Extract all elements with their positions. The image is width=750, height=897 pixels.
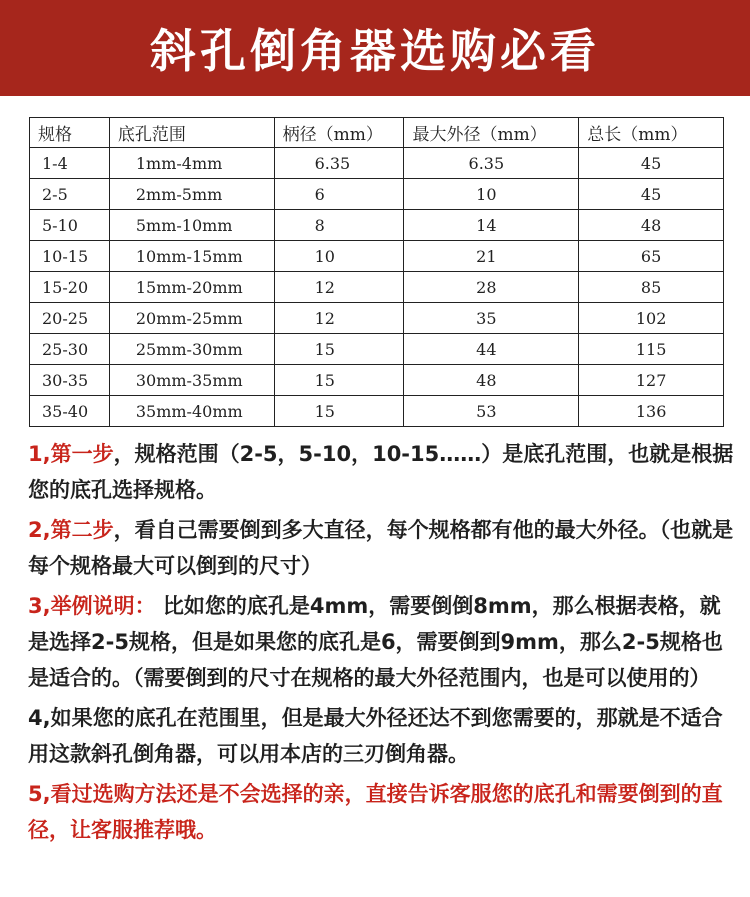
cell-hole-range: 30mm-35mm	[109, 365, 274, 396]
cell-length: 115	[579, 334, 724, 365]
header-spec: 规格	[30, 118, 110, 148]
cell-shank: 6	[274, 179, 404, 210]
cell-hole-range: 1mm-4mm	[109, 148, 274, 179]
cell-hole-range: 15mm-20mm	[109, 272, 274, 303]
cell-max-outer: 14	[404, 210, 579, 241]
table-row	[30, 241, 724, 272]
cell-spec: 10-15	[30, 241, 110, 272]
cell-length: 65	[579, 241, 724, 272]
table-row	[30, 334, 724, 365]
cell-max-outer: 10	[404, 179, 579, 210]
cell-max-outer: 6.35	[404, 148, 579, 179]
page-title: 斜孔倒角器选购必看	[150, 24, 600, 78]
note-contact-service: 5,看过选购方法还是不会选择的亲，直接告诉客服您的底孔和需要倒到的直径，让客服推荐哦。	[28, 782, 723, 842]
note-label: 第二步	[50, 518, 114, 542]
cell-hole-range: 20mm-25mm	[109, 303, 274, 334]
cell-spec: 35-40	[30, 396, 110, 427]
cell-max-outer: 21	[404, 241, 579, 272]
title-banner	[0, 0, 750, 96]
cell-shank: 8	[274, 210, 404, 241]
cell-shank: 15	[274, 396, 404, 427]
cell-spec: 5-10	[30, 210, 110, 241]
header-shank-diameter: 柄径（mm）	[274, 118, 404, 148]
cell-shank: 10	[274, 241, 404, 272]
note-number: 2,	[28, 518, 51, 542]
cell-max-outer: 28	[404, 272, 579, 303]
cell-length: 48	[579, 210, 724, 241]
note-label: 第一步	[50, 442, 114, 466]
note-step-1	[28, 436, 740, 508]
table-row	[30, 148, 724, 179]
cell-shank: 12	[274, 272, 404, 303]
table-row	[30, 179, 724, 210]
instructions	[28, 436, 740, 852]
cell-length: 45	[579, 148, 724, 179]
note-number: 3,	[28, 594, 51, 618]
note-alternative: 4,如果您的底孔在范围里，但是最大外径还达不到您需要的，那就是不适合用这款斜孔倒角器，可以用本店的三刃倒角器。	[28, 706, 723, 766]
header-total-length: 总长（mm）	[579, 118, 724, 148]
note-example	[28, 588, 740, 696]
cell-max-outer: 35	[404, 303, 579, 334]
cell-length: 45	[579, 179, 724, 210]
cell-length: 127	[579, 365, 724, 396]
spec-table	[29, 117, 724, 427]
cell-shank: 6.35	[274, 148, 404, 179]
cell-spec: 1-4	[30, 148, 110, 179]
cell-hole-range: 35mm-40mm	[109, 396, 274, 427]
cell-length: 102	[579, 303, 724, 334]
note-label: 举例说明：	[50, 594, 156, 618]
cell-spec: 15-20	[30, 272, 110, 303]
cell-length: 136	[579, 396, 724, 427]
cell-hole-range: 5mm-10mm	[109, 210, 274, 241]
table-row	[30, 272, 724, 303]
cell-shank: 15	[274, 365, 404, 396]
table-row	[30, 210, 724, 241]
cell-shank: 12	[274, 303, 404, 334]
cell-spec: 25-30	[30, 334, 110, 365]
cell-spec: 20-25	[30, 303, 110, 334]
cell-hole-range: 10mm-15mm	[109, 241, 274, 272]
header-hole-range: 底孔范围	[109, 118, 274, 148]
cell-spec: 30-35	[30, 365, 110, 396]
note-step-2	[28, 512, 740, 584]
table-header-row	[30, 118, 724, 148]
cell-max-outer: 53	[404, 396, 579, 427]
table-row	[30, 365, 724, 396]
note-text: 比如您的底孔是4mm，需要倒倒8mm，那么根据表格，就是选择2-5规格，但是如果您的底孔是6，需要倒到9mm，那么2-5规格也是适合的。（需要倒到的尺寸在规格的最大外径范围内，也是可以使用的）	[28, 594, 723, 690]
note-text: ，看自己需要倒到多大直径，每个规格都有他的最大外径。（也就是每个规格最大可以倒到的尺寸）	[28, 518, 734, 578]
header-max-outer-diameter: 最大外径（mm）	[404, 118, 579, 148]
note-text: ，规格范围（2-5，5-10，10-15……）是底孔范围，也就是根据您的底孔选择规格。	[28, 442, 734, 502]
cell-hole-range: 25mm-30mm	[109, 334, 274, 365]
cell-shank: 15	[274, 334, 404, 365]
cell-max-outer: 48	[404, 365, 579, 396]
table-row	[30, 303, 724, 334]
cell-max-outer: 44	[404, 334, 579, 365]
cell-spec: 2-5	[30, 179, 110, 210]
note-number: 1,	[28, 442, 51, 466]
cell-hole-range: 2mm-5mm	[109, 179, 274, 210]
table-row	[30, 396, 724, 427]
cell-length: 85	[579, 272, 724, 303]
